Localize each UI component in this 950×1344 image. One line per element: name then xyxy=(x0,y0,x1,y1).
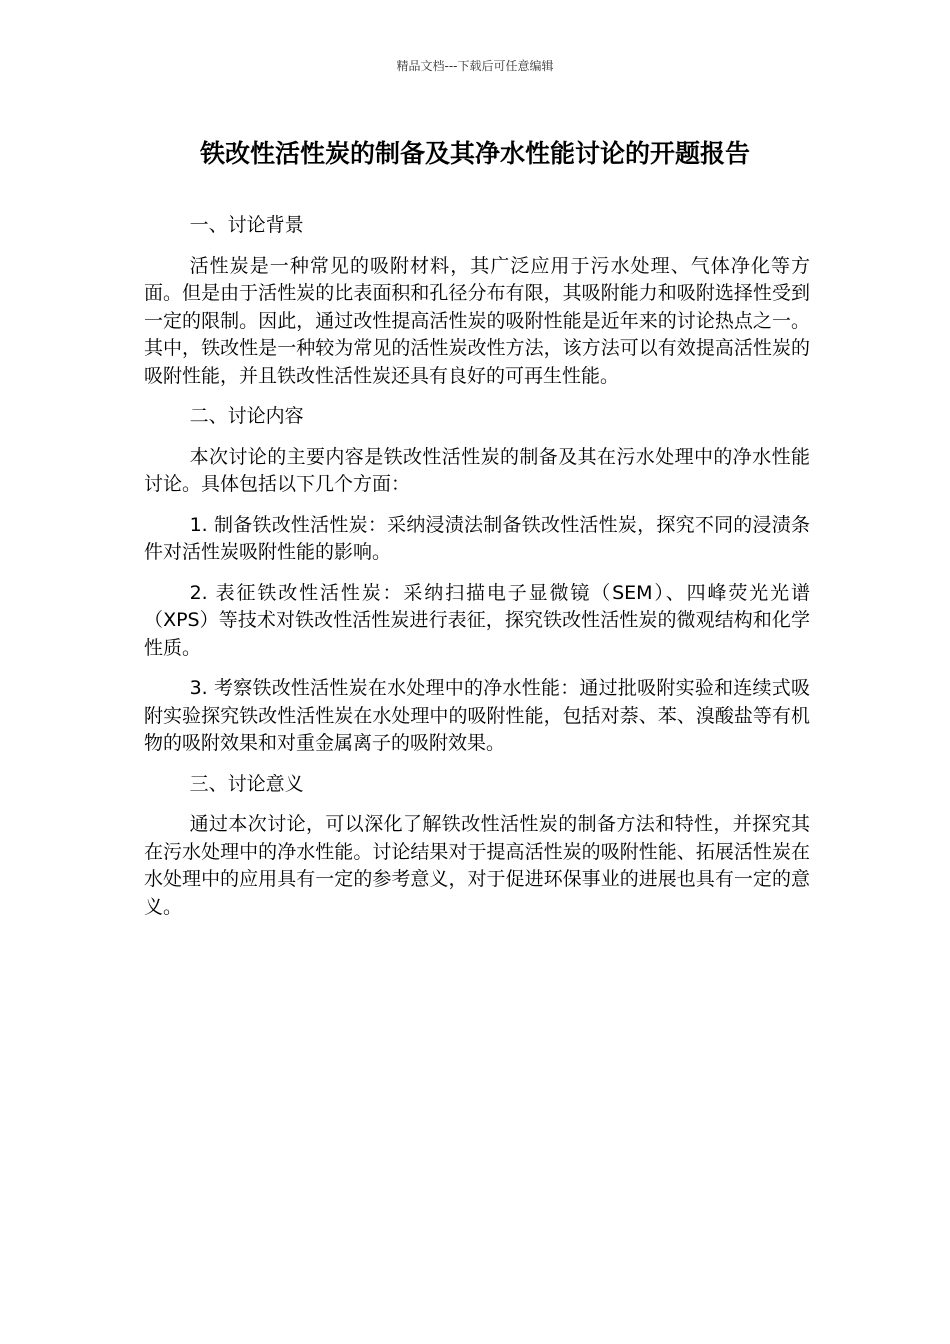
paragraph-content-item-1: 1. 制备铁改性活性炭：采纳浸渍法制备铁改性活性炭，探究不同的浸渍条件对活性炭吸附性能的影响。 xyxy=(144,513,810,563)
paragraph-content-intro: 本次讨论的主要内容是铁改性活性炭的制备及其在污水处理中的净水性能讨论。具体包括以下几个方面： xyxy=(144,445,810,495)
section-heading-content: 二、讨论内容 xyxy=(189,405,304,427)
header-note: 精品文档---下载后可任意编辑 xyxy=(396,59,554,73)
paragraph-content-item-2: 2. 表征铁改性活性炭：采纳扫描电子显微镜（SEM）、四峰荧光光谱（XPS）等技术对铁改性活性炭进行表征，探究铁改性活性炭的微观结构和化学性质。 xyxy=(144,581,810,659)
document-title: 铁改性活性炭的制备及其净水性能讨论的开题报告 xyxy=(199,139,750,168)
section-heading-background: 一、讨论背景 xyxy=(189,214,304,236)
paragraph-content-item-3: 3. 考察铁改性活性炭在水处理中的净水性能：通过批吸附实验和连续式吸附实验探究铁改性活性炭在水处理中的吸附性能，包括对萘、苯、溴酸盐等有机物的吸附效果和对重金属离子的吸附效果。 xyxy=(144,677,810,754)
paragraph-background: 活性炭是一种常见的吸附材料，其广泛应用于污水处理、气体净化等方面。但是由于活性炭的比表面积和孔径分布有限，其吸附能力和吸附选择性受到一定的限制。因此，通过改性提高活性炭的吸附性能是近年来的讨论热点之一。其中，铁改性是一种较为常见的活性炭改性方法，该方法可以有效提高活性炭的吸附性能，并且铁改性活性炭还具有良好的可再生性能。 xyxy=(144,254,810,387)
paragraph-significance: 通过本次讨论，可以深化了解铁改性活性炭的制备方法和特性，并探究其在污水处理中的净水性能。讨论结果对于提高活性炭的吸附性能、拓展活性炭在水处理中的应用具有一定的参考意义，对于促进环保事业的进展也具有一定的意义。 xyxy=(144,813,810,918)
section-heading-significance: 三、讨论意义 xyxy=(189,772,304,795)
document-body xyxy=(144,212,810,934)
